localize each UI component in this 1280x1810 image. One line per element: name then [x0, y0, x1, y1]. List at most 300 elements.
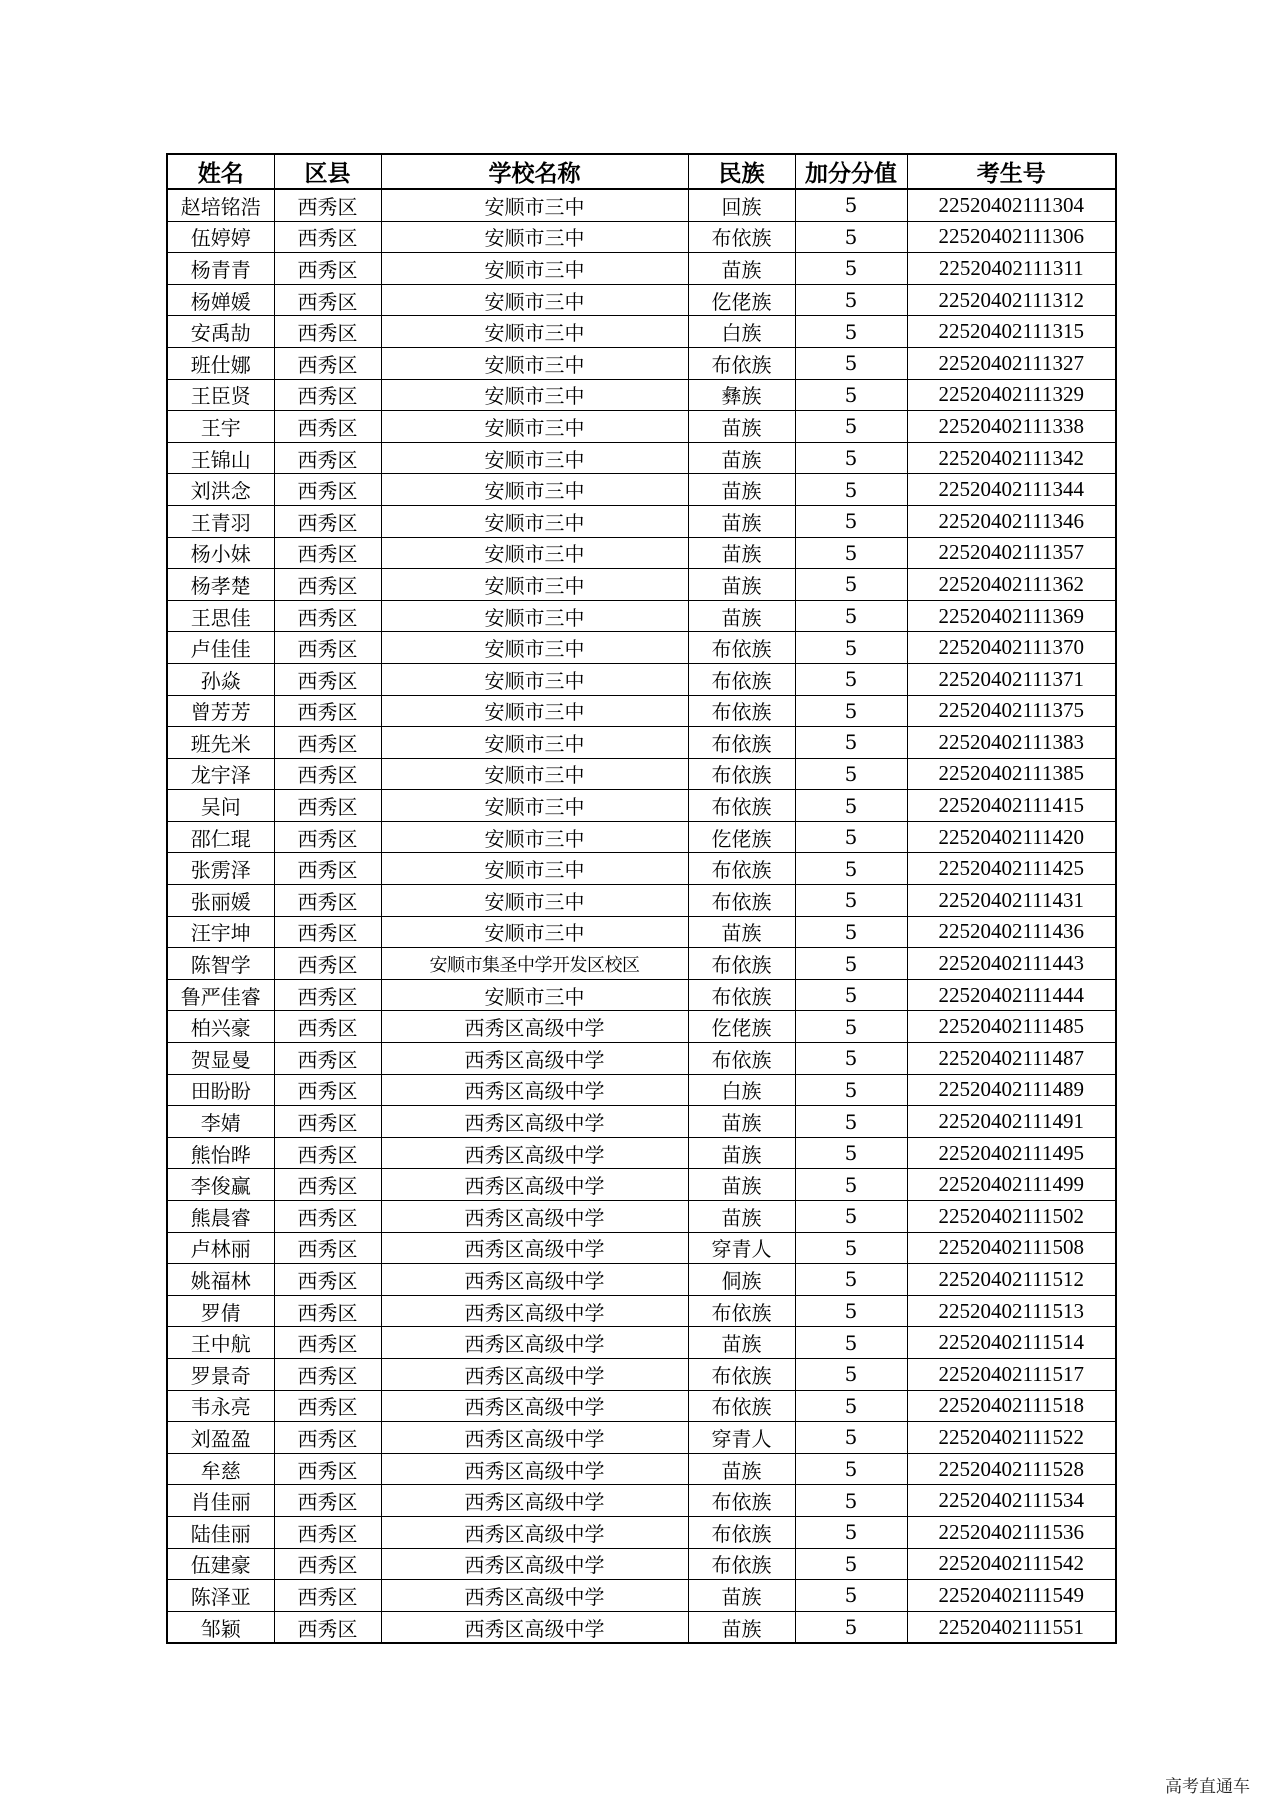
- cell-name: 杨小妹: [167, 537, 274, 569]
- cell-bonus: 5: [795, 379, 907, 411]
- cell-school: 安顺市三中: [381, 253, 688, 285]
- cell-district: 西秀区: [274, 1422, 381, 1454]
- cell-exam-id: 22520402111508: [907, 1232, 1116, 1264]
- table-row: [167, 885, 1116, 917]
- table-row: [167, 1358, 1116, 1390]
- cell-bonus: 5: [795, 600, 907, 632]
- cell-bonus: 5: [795, 253, 907, 285]
- cell-school: 西秀区高级中学: [381, 1327, 688, 1359]
- cell-district: 西秀区: [274, 379, 381, 411]
- cell-name: 张雳泽: [167, 853, 274, 885]
- table-row: [167, 695, 1116, 727]
- cell-bonus: 5: [795, 474, 907, 506]
- cell-district: 西秀区: [274, 853, 381, 885]
- cell-name: 伍建豪: [167, 1548, 274, 1580]
- cell-exam-id: 22520402111420: [907, 821, 1116, 853]
- cell-school: 安顺市三中: [381, 727, 688, 759]
- table-row: [167, 758, 1116, 790]
- cell-district: 西秀区: [274, 1548, 381, 1580]
- cell-district: 西秀区: [274, 632, 381, 664]
- cell-school: 西秀区高级中学: [381, 1422, 688, 1454]
- cell-bonus: 5: [795, 1295, 907, 1327]
- cell-ethnicity: 布依族: [688, 885, 795, 917]
- cell-exam-id: 22520402111536: [907, 1516, 1116, 1548]
- cell-exam-id: 22520402111346: [907, 505, 1116, 537]
- cell-name: 杨青青: [167, 253, 274, 285]
- cell-bonus: 5: [795, 284, 907, 316]
- cell-district: 西秀区: [274, 948, 381, 980]
- cell-school: 安顺市三中: [381, 189, 688, 221]
- table-row: [167, 284, 1116, 316]
- cell-district: 西秀区: [274, 1611, 381, 1643]
- table-row: [167, 632, 1116, 664]
- cell-school: 安顺市三中: [381, 347, 688, 379]
- cell-ethnicity: 苗族: [688, 1137, 795, 1169]
- table-row: [167, 1201, 1116, 1233]
- cell-name: 孙焱: [167, 663, 274, 695]
- table-row: [167, 253, 1116, 285]
- cell-ethnicity: 苗族: [688, 1453, 795, 1485]
- cell-name: 曾芳芳: [167, 695, 274, 727]
- cell-district: 西秀区: [274, 474, 381, 506]
- cell-school: 安顺市三中: [381, 411, 688, 443]
- cell-name: 鲁严佳睿: [167, 979, 274, 1011]
- cell-ethnicity: 布依族: [688, 758, 795, 790]
- cell-ethnicity: 侗族: [688, 1264, 795, 1296]
- cell-school: 安顺市三中: [381, 979, 688, 1011]
- cell-name: 杨婵媛: [167, 284, 274, 316]
- header-row: [167, 154, 1116, 189]
- cell-bonus: 5: [795, 442, 907, 474]
- cell-exam-id: 22520402111495: [907, 1137, 1116, 1169]
- cell-district: 西秀区: [274, 253, 381, 285]
- table-row: [167, 189, 1116, 221]
- cell-school: 安顺市三中: [381, 632, 688, 664]
- cell-ethnicity: 布依族: [688, 347, 795, 379]
- cell-ethnicity: 苗族: [688, 1611, 795, 1643]
- cell-ethnicity: 苗族: [688, 1106, 795, 1138]
- cell-exam-id: 22520402111304: [907, 189, 1116, 221]
- cell-school: 安顺市三中: [381, 853, 688, 885]
- cell-district: 西秀区: [274, 1453, 381, 1485]
- cell-ethnicity: 白族: [688, 1074, 795, 1106]
- cell-ethnicity: 苗族: [688, 253, 795, 285]
- cell-school: 西秀区高级中学: [381, 1580, 688, 1612]
- cell-bonus: 5: [795, 316, 907, 348]
- cell-name: 汪宇坤: [167, 916, 274, 948]
- cell-school: 西秀区高级中学: [381, 1264, 688, 1296]
- cell-exam-id: 22520402111311: [907, 253, 1116, 285]
- cell-name: 吴问: [167, 790, 274, 822]
- cell-bonus: 5: [795, 1358, 907, 1390]
- cell-school: 安顺市三中: [381, 316, 688, 348]
- cell-exam-id: 22520402111491: [907, 1106, 1116, 1138]
- cell-ethnicity: 穿青人: [688, 1232, 795, 1264]
- table-row: [167, 1011, 1116, 1043]
- cell-name: 伍婷婷: [167, 221, 274, 253]
- cell-district: 西秀区: [274, 1074, 381, 1106]
- cell-name: 李俊赢: [167, 1169, 274, 1201]
- cell-school: 安顺市三中: [381, 758, 688, 790]
- cell-school: 安顺市三中: [381, 695, 688, 727]
- table-row: [167, 979, 1116, 1011]
- cell-district: 西秀区: [274, 1485, 381, 1517]
- cell-exam-id: 22520402111375: [907, 695, 1116, 727]
- table-row: [167, 411, 1116, 443]
- cell-ethnicity: 彝族: [688, 379, 795, 411]
- cell-ethnicity: 布依族: [688, 727, 795, 759]
- table-row: [167, 505, 1116, 537]
- cell-school: 西秀区高级中学: [381, 1169, 688, 1201]
- table-row: [167, 727, 1116, 759]
- table-body: [167, 189, 1116, 1643]
- table-row: [167, 1422, 1116, 1454]
- cell-exam-id: 22520402111542: [907, 1548, 1116, 1580]
- cell-bonus: 5: [795, 505, 907, 537]
- cell-school: 西秀区高级中学: [381, 1106, 688, 1138]
- cell-name: 牟慈: [167, 1453, 274, 1485]
- cell-ethnicity: 布依族: [688, 948, 795, 980]
- table-row: [167, 316, 1116, 348]
- table-row: [167, 600, 1116, 632]
- cell-district: 西秀区: [274, 727, 381, 759]
- cell-exam-id: 22520402111502: [907, 1201, 1116, 1233]
- cell-bonus: 5: [795, 1137, 907, 1169]
- col-header-district: 区县: [274, 154, 381, 189]
- cell-name: 卢林丽: [167, 1232, 274, 1264]
- cell-school: 安顺市三中: [381, 537, 688, 569]
- cell-bonus: 5: [795, 1074, 907, 1106]
- cell-district: 西秀区: [274, 347, 381, 379]
- cell-school: 安顺市三中: [381, 569, 688, 601]
- cell-district: 西秀区: [274, 284, 381, 316]
- cell-bonus: 5: [795, 1201, 907, 1233]
- cell-ethnicity: 布依族: [688, 1295, 795, 1327]
- cell-exam-id: 22520402111444: [907, 979, 1116, 1011]
- cell-ethnicity: 苗族: [688, 537, 795, 569]
- cell-bonus: 5: [795, 1390, 907, 1422]
- cell-exam-id: 22520402111315: [907, 316, 1116, 348]
- cell-district: 西秀区: [274, 1390, 381, 1422]
- table-row: [167, 1485, 1116, 1517]
- cell-district: 西秀区: [274, 1043, 381, 1075]
- cell-name: 陈泽亚: [167, 1580, 274, 1612]
- cell-exam-id: 22520402111371: [907, 663, 1116, 695]
- cell-exam-id: 22520402111362: [907, 569, 1116, 601]
- cell-district: 西秀区: [274, 1327, 381, 1359]
- cell-school: 西秀区高级中学: [381, 1201, 688, 1233]
- cell-ethnicity: 回族: [688, 189, 795, 221]
- cell-district: 西秀区: [274, 1011, 381, 1043]
- cell-ethnicity: 布依族: [688, 1516, 795, 1548]
- cell-bonus: 5: [795, 1516, 907, 1548]
- cell-district: 西秀区: [274, 1264, 381, 1296]
- cell-bonus: 5: [795, 1043, 907, 1075]
- cell-exam-id: 22520402111534: [907, 1485, 1116, 1517]
- cell-exam-id: 22520402111369: [907, 600, 1116, 632]
- cell-ethnicity: 布依族: [688, 695, 795, 727]
- cell-ethnicity: 苗族: [688, 1580, 795, 1612]
- cell-district: 西秀区: [274, 1516, 381, 1548]
- cell-school: 安顺市三中: [381, 885, 688, 917]
- cell-name: 王臣贤: [167, 379, 274, 411]
- cell-ethnicity: 布依族: [688, 1043, 795, 1075]
- cell-exam-id: 22520402111517: [907, 1358, 1116, 1390]
- cell-district: 西秀区: [274, 885, 381, 917]
- cell-bonus: 5: [795, 1611, 907, 1643]
- cell-ethnicity: 布依族: [688, 632, 795, 664]
- cell-ethnicity: 穿青人: [688, 1422, 795, 1454]
- cell-school: 安顺市三中: [381, 442, 688, 474]
- table-row: [167, 821, 1116, 853]
- table-row: [167, 1327, 1116, 1359]
- table-row: [167, 790, 1116, 822]
- cell-school: 西秀区高级中学: [381, 1453, 688, 1485]
- table-row: [167, 1074, 1116, 1106]
- cell-bonus: 5: [795, 853, 907, 885]
- cell-bonus: 5: [795, 221, 907, 253]
- cell-ethnicity: 布依族: [688, 1548, 795, 1580]
- cell-name: 熊怡晔: [167, 1137, 274, 1169]
- cell-exam-id: 22520402111431: [907, 885, 1116, 917]
- cell-name: 王中航: [167, 1327, 274, 1359]
- cell-district: 西秀区: [274, 189, 381, 221]
- cell-school: 西秀区高级中学: [381, 1516, 688, 1548]
- cell-ethnicity: 布依族: [688, 221, 795, 253]
- cell-school: 西秀区高级中学: [381, 1074, 688, 1106]
- cell-exam-id: 22520402111443: [907, 948, 1116, 980]
- table-row: [167, 916, 1116, 948]
- table-row: [167, 347, 1116, 379]
- cell-bonus: 5: [795, 1169, 907, 1201]
- cell-name: 张丽媛: [167, 885, 274, 917]
- table-row: [167, 1516, 1116, 1548]
- cell-school: 安顺市三中: [381, 600, 688, 632]
- cell-name: 班仕娜: [167, 347, 274, 379]
- cell-school: 安顺市三中: [381, 790, 688, 822]
- cell-name: 杨孝楚: [167, 569, 274, 601]
- cell-name: 韦永亮: [167, 1390, 274, 1422]
- cell-name: 刘洪念: [167, 474, 274, 506]
- cell-exam-id: 22520402111549: [907, 1580, 1116, 1612]
- table-row: [167, 1264, 1116, 1296]
- table-row: [167, 1169, 1116, 1201]
- cell-ethnicity: 苗族: [688, 505, 795, 537]
- cell-name: 班先米: [167, 727, 274, 759]
- cell-district: 西秀区: [274, 537, 381, 569]
- col-header-bonus: 加分分值: [795, 154, 907, 189]
- cell-district: 西秀区: [274, 1232, 381, 1264]
- table-row: [167, 1137, 1116, 1169]
- table-row: [167, 1106, 1116, 1138]
- cell-bonus: 5: [795, 537, 907, 569]
- cell-school: 安顺市集圣中学开发区校区: [381, 948, 688, 980]
- table-row: [167, 474, 1116, 506]
- cell-bonus: 5: [795, 1485, 907, 1517]
- col-header-ethnicity: 民族: [688, 154, 795, 189]
- cell-school: 西秀区高级中学: [381, 1043, 688, 1075]
- cell-bonus: 5: [795, 727, 907, 759]
- cell-school: 西秀区高级中学: [381, 1011, 688, 1043]
- cell-name: 肖佳丽: [167, 1485, 274, 1517]
- cell-exam-id: 22520402111425: [907, 853, 1116, 885]
- cell-district: 西秀区: [274, 221, 381, 253]
- cell-school: 安顺市三中: [381, 663, 688, 695]
- cell-name: 陈智学: [167, 948, 274, 980]
- student-bonus-table: [166, 153, 1117, 1644]
- cell-school: 西秀区高级中学: [381, 1295, 688, 1327]
- cell-ethnicity: 布依族: [688, 853, 795, 885]
- cell-district: 西秀区: [274, 505, 381, 537]
- col-header-exam-id: 考生号: [907, 154, 1116, 189]
- cell-name: 卢佳佳: [167, 632, 274, 664]
- cell-bonus: 5: [795, 1264, 907, 1296]
- table-row: [167, 1043, 1116, 1075]
- cell-exam-id: 22520402111338: [907, 411, 1116, 443]
- table-row: [167, 1453, 1116, 1485]
- cell-bonus: 5: [795, 1453, 907, 1485]
- cell-exam-id: 22520402111487: [907, 1043, 1116, 1075]
- cell-name: 罗倩: [167, 1295, 274, 1327]
- cell-exam-id: 22520402111415: [907, 790, 1116, 822]
- cell-district: 西秀区: [274, 1169, 381, 1201]
- cell-bonus: 5: [795, 1580, 907, 1612]
- table-row: [167, 853, 1116, 885]
- cell-exam-id: 22520402111514: [907, 1327, 1116, 1359]
- cell-district: 西秀区: [274, 1358, 381, 1390]
- cell-bonus: 5: [795, 948, 907, 980]
- table-row: [167, 442, 1116, 474]
- cell-bonus: 5: [795, 663, 907, 695]
- cell-district: 西秀区: [274, 663, 381, 695]
- cell-bonus: 5: [795, 979, 907, 1011]
- cell-ethnicity: 布依族: [688, 1358, 795, 1390]
- cell-district: 西秀区: [274, 1106, 381, 1138]
- table-row: [167, 1232, 1116, 1264]
- cell-ethnicity: 苗族: [688, 1169, 795, 1201]
- cell-name: 李婧: [167, 1106, 274, 1138]
- cell-ethnicity: 苗族: [688, 1201, 795, 1233]
- cell-ethnicity: 苗族: [688, 442, 795, 474]
- cell-bonus: 5: [795, 347, 907, 379]
- cell-exam-id: 22520402111513: [907, 1295, 1116, 1327]
- cell-bonus: 5: [795, 632, 907, 664]
- table-row: [167, 221, 1116, 253]
- cell-bonus: 5: [795, 1011, 907, 1043]
- cell-exam-id: 22520402111312: [907, 284, 1116, 316]
- cell-bonus: 5: [795, 1232, 907, 1264]
- cell-school: 西秀区高级中学: [381, 1137, 688, 1169]
- cell-school: 西秀区高级中学: [381, 1358, 688, 1390]
- cell-ethnicity: 仡佬族: [688, 284, 795, 316]
- watermark-text: 高考直通车: [1165, 1777, 1250, 1797]
- cell-exam-id: 22520402111357: [907, 537, 1116, 569]
- cell-district: 西秀区: [274, 600, 381, 632]
- cell-exam-id: 22520402111344: [907, 474, 1116, 506]
- cell-exam-id: 22520402111551: [907, 1611, 1116, 1643]
- table-row: [167, 537, 1116, 569]
- cell-name: 熊晨睿: [167, 1201, 274, 1233]
- cell-bonus: 5: [795, 885, 907, 917]
- cell-exam-id: 22520402111383: [907, 727, 1116, 759]
- cell-name: 龙宇泽: [167, 758, 274, 790]
- cell-ethnicity: 苗族: [688, 474, 795, 506]
- cell-district: 西秀区: [274, 916, 381, 948]
- cell-name: 田盼盼: [167, 1074, 274, 1106]
- cell-district: 西秀区: [274, 442, 381, 474]
- cell-district: 西秀区: [274, 411, 381, 443]
- cell-district: 西秀区: [274, 1201, 381, 1233]
- cell-district: 西秀区: [274, 979, 381, 1011]
- cell-name: 姚福林: [167, 1264, 274, 1296]
- cell-school: 安顺市三中: [381, 221, 688, 253]
- cell-name: 邵仁琨: [167, 821, 274, 853]
- cell-name: 赵培铭浩: [167, 189, 274, 221]
- cell-ethnicity: 苗族: [688, 1327, 795, 1359]
- cell-bonus: 5: [795, 790, 907, 822]
- table-row: [167, 569, 1116, 601]
- cell-bonus: 5: [795, 411, 907, 443]
- cell-bonus: 5: [795, 916, 907, 948]
- cell-exam-id: 22520402111436: [907, 916, 1116, 948]
- table-row: [167, 379, 1116, 411]
- cell-bonus: 5: [795, 695, 907, 727]
- cell-bonus: 5: [795, 821, 907, 853]
- table-row: [167, 948, 1116, 980]
- cell-district: 西秀区: [274, 1580, 381, 1612]
- cell-name: 贺显曼: [167, 1043, 274, 1075]
- cell-ethnicity: 仡佬族: [688, 821, 795, 853]
- cell-district: 西秀区: [274, 695, 381, 727]
- cell-exam-id: 22520402111342: [907, 442, 1116, 474]
- cell-bonus: 5: [795, 1548, 907, 1580]
- cell-ethnicity: 布依族: [688, 1390, 795, 1422]
- table-row: [167, 663, 1116, 695]
- cell-name: 柏兴豪: [167, 1011, 274, 1043]
- cell-bonus: 5: [795, 569, 907, 601]
- cell-exam-id: 22520402111385: [907, 758, 1116, 790]
- cell-ethnicity: 布依族: [688, 979, 795, 1011]
- cell-school: 安顺市三中: [381, 821, 688, 853]
- cell-name: 王青羽: [167, 505, 274, 537]
- cell-bonus: 5: [795, 1106, 907, 1138]
- cell-exam-id: 22520402111518: [907, 1390, 1116, 1422]
- col-header-school: 学校名称: [381, 154, 688, 189]
- cell-exam-id: 22520402111370: [907, 632, 1116, 664]
- cell-district: 西秀区: [274, 1137, 381, 1169]
- table-row: [167, 1390, 1116, 1422]
- cell-school: 安顺市三中: [381, 284, 688, 316]
- cell-ethnicity: 苗族: [688, 600, 795, 632]
- table-header: [167, 154, 1116, 189]
- cell-school: 西秀区高级中学: [381, 1390, 688, 1422]
- cell-district: 西秀区: [274, 569, 381, 601]
- cell-school: 西秀区高级中学: [381, 1548, 688, 1580]
- cell-ethnicity: 苗族: [688, 916, 795, 948]
- cell-name: 陆佳丽: [167, 1516, 274, 1548]
- cell-district: 西秀区: [274, 758, 381, 790]
- cell-bonus: 5: [795, 1327, 907, 1359]
- cell-school: 安顺市三中: [381, 916, 688, 948]
- cell-ethnicity: 布依族: [688, 1485, 795, 1517]
- cell-exam-id: 22520402111327: [907, 347, 1116, 379]
- cell-ethnicity: 白族: [688, 316, 795, 348]
- cell-ethnicity: 布依族: [688, 790, 795, 822]
- cell-bonus: 5: [795, 758, 907, 790]
- table-row: [167, 1611, 1116, 1643]
- cell-school: 西秀区高级中学: [381, 1485, 688, 1517]
- cell-exam-id: 22520402111512: [907, 1264, 1116, 1296]
